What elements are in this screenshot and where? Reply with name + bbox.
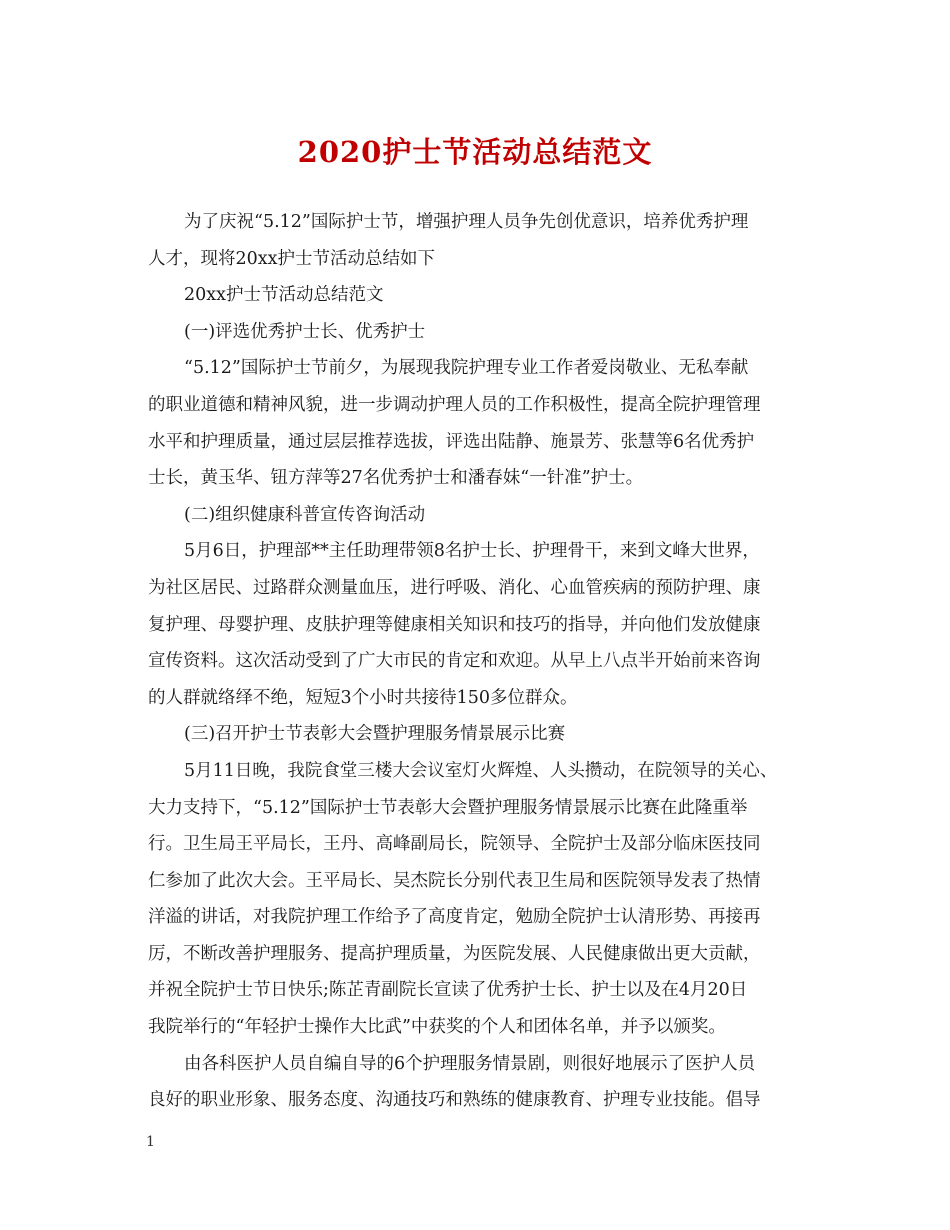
text-line: 并祝全院护士节日快乐;陈芷青副院长宣读了优秀护士长、护士以及在4月20日 bbox=[148, 980, 748, 1001]
text-line: 仁参加了此次大会。王平局长、吴杰院长分别代表卫生局和医院领导发表了热情 bbox=[148, 870, 761, 891]
text-line: 为了庆祝“5.12”国际护士节，增强护理人员争先创优意识，培养优秀护理 bbox=[184, 212, 749, 232]
text-line: (一)评选优秀护士长、优秀护士 bbox=[184, 321, 426, 342]
text-line: 水平和护理质量，通过层层推荐选拔，评选出陆静、施景芳、张慧等6名优秀护 bbox=[148, 431, 755, 452]
text-line: (三)召开护士节表彰大会暨护理服务情景展示比赛 bbox=[184, 724, 566, 745]
page-number: 1 bbox=[146, 1134, 155, 1150]
text-line: 20xx护士节活动总结范文 bbox=[184, 285, 384, 306]
document-title: 2020护士节活动总结范文 bbox=[297, 135, 653, 169]
text-line: 由各科医护人员自编自导的6个护理服务情景剧，则很好地展示了医护人员 bbox=[184, 1053, 756, 1074]
text-line: 5月11日晚，我院食堂三楼大会议室灯火辉煌、人头攒动，在院领导的关心、 bbox=[184, 760, 778, 781]
text-line: “5.12”国际护士节前夕，为展现我院护理专业工作者爱岗敬业、无私奉献 bbox=[184, 358, 749, 379]
text-line: 的人群就络绎不绝，短短3个小时共接待150多位群众。 bbox=[148, 687, 578, 708]
text-line: 我院举行的“年轻护士操作大比武”中获奖的个人和团体名单，并予以颁奖。 bbox=[148, 1017, 726, 1038]
text-line: 为社区居民、过路群众测量血压，进行呼吸、消化、心血管疾病的预防护理、康 bbox=[148, 577, 761, 598]
text-line: 良好的职业形象、服务态度、沟通技巧和熟练的健康教育、护理专业技能。倡导 bbox=[148, 1090, 761, 1111]
text-line: 宣传资料。这次活动受到了广大市民的肯定和欢迎。从早上八点半开始前来咨询 bbox=[148, 651, 761, 672]
text-line: 5月6日，护理部**主任助理带领8名护士长、护理骨干，来到文峰大世界， bbox=[184, 541, 760, 562]
text-line: 复护理、母婴护理、皮肤护理等健康相关知识和技巧的指导，并向他们发放健康 bbox=[148, 614, 761, 635]
text-line: 士长，黄玉华、钮方萍等27名优秀护士和潘春妹“一针准”护士。 bbox=[148, 468, 644, 489]
document-body bbox=[148, 204, 808, 1119]
text-line: 人才，现将20xx护士节活动总结如下 bbox=[148, 248, 436, 269]
text-line: 行。卫生局王平局长，王丹、高峰副局长，院领导、全院护士及部分临床医技同 bbox=[148, 834, 761, 855]
text-line: (二)组织健康科普宣传咨询活动 bbox=[184, 504, 426, 525]
text-line: 的职业道德和精神风貌，进一步调动护理人员的工作积极性，提高全院护理管理 bbox=[148, 394, 761, 415]
text-line: 大力支持下，“5.12”国际护士节表彰大会暨护理服务情景展示比赛在此隆重举 bbox=[148, 797, 748, 818]
text-line: 厉，不断改善护理服务、提高护理质量，为医院发展、人民健康做出更大贡献， bbox=[148, 943, 761, 964]
text-line: 洋溢的讲话，对我院护理工作给予了高度肯定，勉励全院护士认清形势、再接再 bbox=[148, 907, 761, 928]
